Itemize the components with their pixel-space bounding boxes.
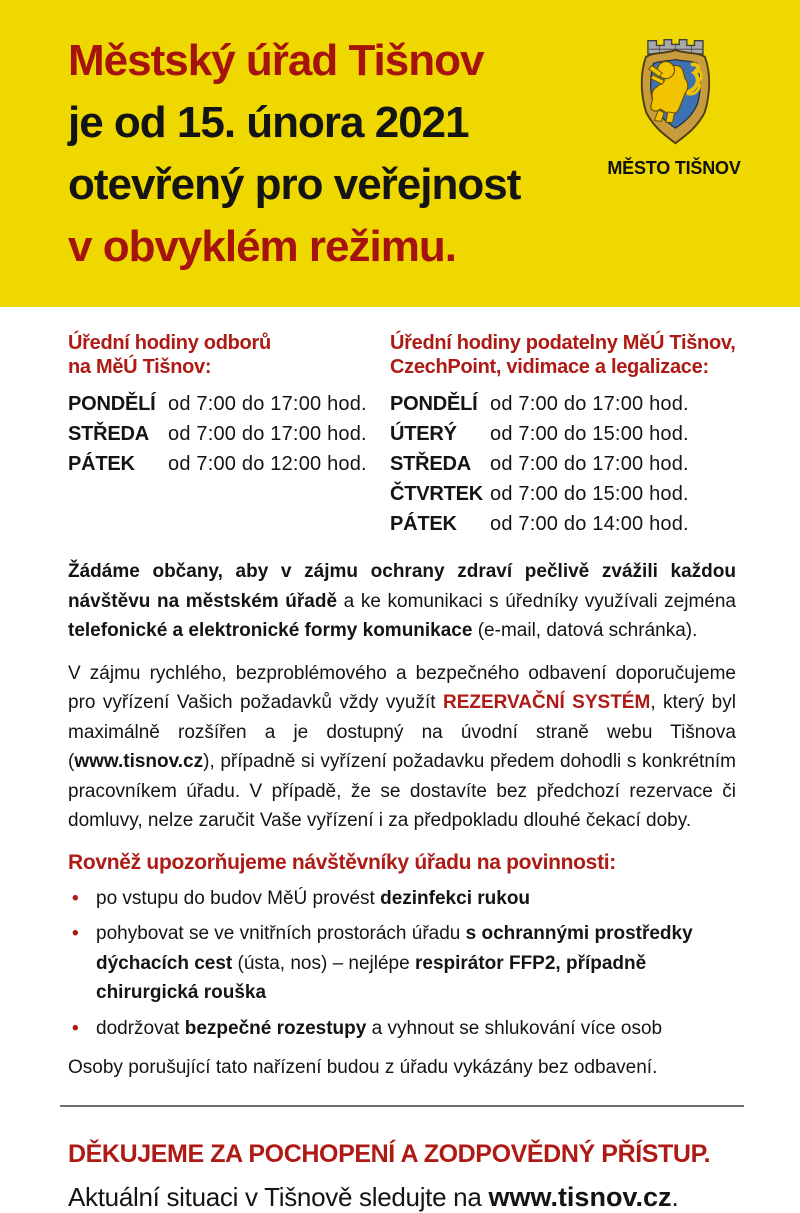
thanks-line: DĚKUJEME ZA POCHOPENÍ A ZODPOVĚDNÝ PŘÍSTUP. — [68, 1139, 711, 1168]
content-area — [0, 307, 800, 1213]
text-segment: REZERVAČNÍ SYSTÉM — [442, 692, 651, 713]
day-label: ÚTERÝ — [390, 423, 457, 445]
heading-line: Úřední hodiny odborů — [68, 332, 271, 354]
hours-row — [68, 393, 390, 423]
time-value: od 7:00 do 17:00 hod. — [168, 423, 367, 445]
hero-title-line-4: v obvyklém režimu. — [68, 222, 456, 271]
obligations-list — [68, 884, 736, 1044]
time-value: od 7:00 do 15:00 hod. — [490, 483, 689, 505]
text-segment: . — [671, 1181, 679, 1212]
text-segment: ), případně si vyřízení požadavku předem dohodli s konkrétním pracovníkem úřadu. V případě, že se dostavíte bez předchozí rezervace či domluvy, nelze zaručit Vaše vyřízení i za předpokladu dlouhé čekací doby. — [68, 751, 736, 831]
heading-line: CzechPoint, vidimace a legalizace: — [390, 356, 709, 378]
day-label: PONDĚLÍ — [68, 393, 156, 415]
hours-row — [390, 393, 736, 423]
paragraph-reservation — [68, 659, 736, 836]
hero-banner — [0, 0, 800, 307]
text-segment: Aktuální situaci v Tišnově sledujte na — [68, 1181, 489, 1212]
bullet-icon: • — [72, 923, 79, 944]
hours-departments-column — [68, 331, 390, 543]
text-segment: respirátor FFP2, případně chirurgická rouška — [96, 952, 647, 1003]
hero-title-line-1: Městský úřad Tišnov — [68, 36, 484, 85]
day-label: STŘEDA — [390, 453, 472, 475]
time-value: od 7:00 do 15:00 hod. — [490, 423, 689, 445]
heading-line: Úřední hodiny podatelny MěÚ Tišnov, — [390, 332, 736, 354]
text-segment: po vstupu do budov MěÚ provést — [96, 887, 381, 909]
hours-row — [68, 453, 390, 483]
footer-divider — [60, 1105, 744, 1107]
hours-row — [68, 423, 390, 453]
list-item-text — [96, 919, 736, 1008]
text-segment: (e-mail, datová schránka). — [477, 620, 698, 641]
time-value: od 7:00 do 17:00 hod. — [490, 453, 689, 475]
day-label: STŘEDA — [68, 423, 150, 445]
hours-registry-heading — [390, 331, 736, 379]
obligations-heading: Rovněž upozorňujeme návštěvníky úřadu na povinnosti: — [68, 850, 616, 874]
list-item — [68, 919, 736, 1008]
text-segment: www.tisnov.cz — [488, 1181, 672, 1212]
city-logo-caption: MĚSTO TIŠNOV — [607, 158, 741, 178]
hero-title-line-3: otevřený pro veřejnost — [68, 160, 521, 209]
hours-row — [390, 513, 736, 543]
day-label: PÁTEK — [390, 513, 457, 535]
day-label: PÁTEK — [68, 453, 135, 475]
text-segment: , který byl maximálně rozšířen a je dostupný na úvodní straně webu Tišnova ( — [68, 692, 736, 772]
time-value: od 7:00 do 17:00 hod. — [168, 393, 367, 415]
time-value: od 7:00 do 12:00 hod. — [168, 453, 367, 475]
text-segment: bezpečné rozestupy — [184, 1017, 372, 1039]
list-item — [68, 1014, 736, 1044]
bullet-icon: • — [72, 1017, 79, 1039]
list-item-text — [96, 884, 736, 914]
text-segment: s ochrannými prostředky dýchacích cest — [96, 923, 693, 974]
bullet-icon: • — [72, 887, 79, 909]
text-segment: pohybovat se ve vnitřních prostorách úřadu — [96, 923, 466, 944]
text-segment: V zájmu rychlého, bezproblémového a bezpečného odbavení doporučujeme pro vyřízení Vašich požadavků vždy využít — [68, 662, 736, 713]
time-value: od 7:00 do 17:00 hod. — [490, 393, 689, 415]
text-segment: a ke komunikaci s úředníky využívali zejména — [343, 590, 736, 612]
day-label: ČTVRTEK — [390, 483, 484, 505]
text-segment: a vyhnout se shlukování více osob — [371, 1017, 663, 1039]
office-hours-section — [68, 331, 736, 543]
text-segment: telefonické a elektronické formy komunikace — [68, 620, 478, 641]
city-logo — [598, 34, 750, 179]
text-segment: dezinfekci rukou — [380, 887, 531, 909]
text-segment: Žádáme občany, aby v zájmu ochrany zdraví pečlivě zvážili každou návštěvu na městském úřadě — [68, 561, 736, 612]
list-item-text — [96, 1014, 736, 1044]
text-segment: (ústa, nos) – nejlépe — [237, 952, 415, 974]
hours-row — [390, 423, 736, 453]
day-label: PONDĚLÍ — [390, 393, 478, 415]
closing-warning: Osoby porušující tato nařízení budou z úřadu vykázány bez odbavení. — [68, 1057, 658, 1078]
coat-of-arms-icon — [627, 34, 722, 148]
follow-line — [68, 1182, 736, 1213]
hero-title-line-2: je od 15. února 2021 — [68, 98, 469, 147]
hours-registry-column — [390, 331, 736, 543]
hours-row — [390, 483, 736, 513]
text-segment: dodržovat — [96, 1017, 185, 1039]
time-value: od 7:00 do 14:00 hod. — [490, 513, 689, 535]
text-segment: www.tisnov.cz — [74, 751, 204, 772]
hours-departments-heading — [68, 331, 390, 379]
heading-line: na MěÚ Tišnov: — [68, 356, 212, 378]
list-item — [68, 884, 736, 914]
paragraph-request — [68, 557, 736, 646]
hours-row — [390, 453, 736, 483]
